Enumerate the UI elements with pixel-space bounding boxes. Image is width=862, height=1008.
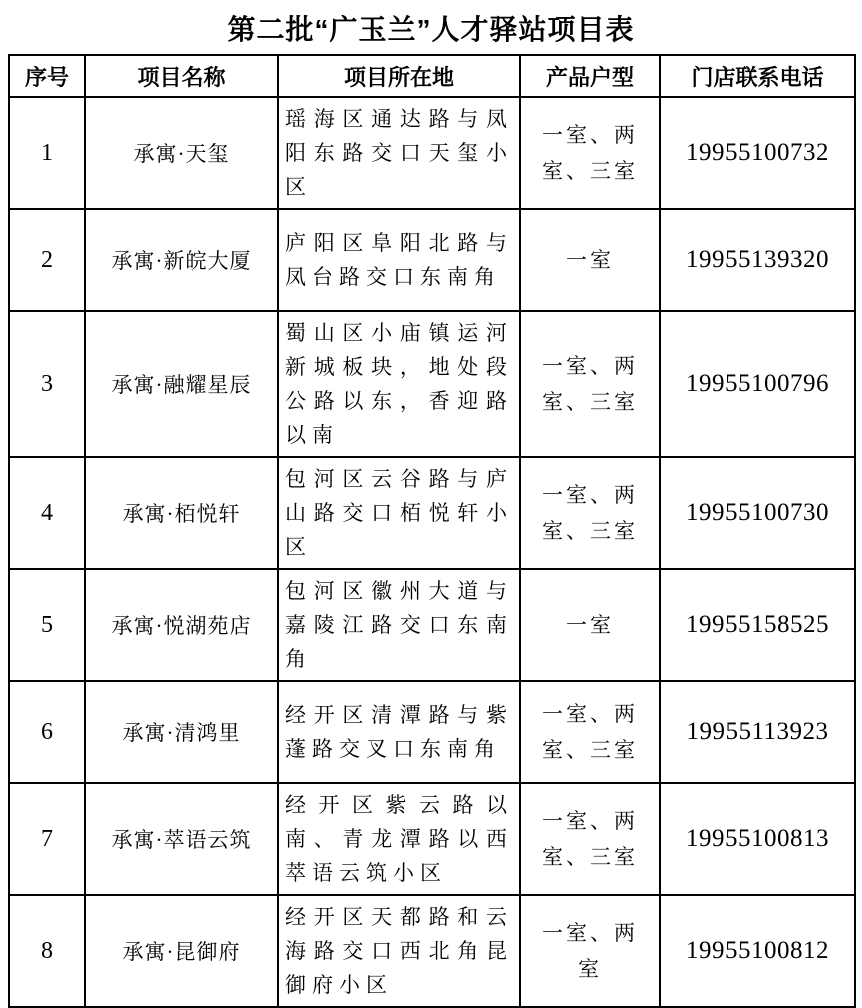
table-row [9,311,855,457]
cell-location: 包河区徽州大道与嘉陵江路交口东南角 [278,569,520,681]
cell-no: 7 [9,783,85,895]
cell-no: 4 [9,457,85,569]
cell-project-name: 承寓·萃语云筑 [85,783,278,895]
cell-project-name: 承寓·融耀星辰 [85,311,278,457]
table-row [9,895,855,1007]
table-row [9,97,855,209]
cell-no: 6 [9,681,85,783]
cell-unit-types: 一室、两室、三室 [520,97,660,209]
cell-project-name: 承寓·栢悦轩 [85,457,278,569]
cell-phone: 19955100812 [660,895,855,1007]
cell-unit-types: 一室 [520,209,660,311]
cell-no: 1 [9,97,85,209]
table-row [9,209,855,311]
table-row [9,783,855,895]
cell-location: 瑶海区通达路与凤阳东路交口天玺小区 [278,97,520,209]
cell-phone: 19955100796 [660,311,855,457]
cell-location: 蜀山区小庙镇运河新城板块，地处段公路以东，香迎路以南 [278,311,520,457]
column-header-no: 序号 [9,55,85,97]
column-header-location: 项目所在地 [278,55,520,97]
cell-unit-types: 一室、两室、三室 [520,311,660,457]
cell-unit-types: 一室、两室 [520,895,660,1007]
cell-unit-types: 一室、两室、三室 [520,457,660,569]
cell-no: 2 [9,209,85,311]
cell-phone: 19955158525 [660,569,855,681]
cell-unit-types: 一室、两室、三室 [520,783,660,895]
cell-no: 8 [9,895,85,1007]
cell-location: 经开区紫云路以南、青龙潭路以西萃语云筑小区 [278,783,520,895]
cell-project-name: 承寓·悦湖苑店 [85,569,278,681]
cell-phone: 19955100813 [660,783,855,895]
table-row [9,569,855,681]
cell-location: 包河区云谷路与庐山路交口栢悦轩小区 [278,457,520,569]
cell-phone: 19955113923 [660,681,855,783]
table-row [9,457,855,569]
cell-no: 3 [9,311,85,457]
cell-unit-types: 一室、两室、三室 [520,681,660,783]
table-row [9,681,855,783]
cell-project-name: 承寓·新皖大厦 [85,209,278,311]
project-table [8,54,856,1008]
column-header-unit-type: 产品户型 [520,55,660,97]
cell-project-name: 承寓·昆御府 [85,895,278,1007]
cell-unit-types: 一室 [520,569,660,681]
cell-phone: 19955100730 [660,457,855,569]
column-header-project-name: 项目名称 [85,55,278,97]
cell-phone: 19955100732 [660,97,855,209]
cell-project-name: 承寓·天玺 [85,97,278,209]
cell-location: 经开区清潭路与紫蓬路交叉口东南角 [278,681,520,783]
cell-location: 庐阳区阜阳北路与凤台路交口东南角 [278,209,520,311]
cell-location: 经开区天都路和云海路交口西北角昆御府小区 [278,895,520,1007]
column-header-phone: 门店联系电话 [660,55,855,97]
table-header-row [9,55,855,97]
cell-no: 5 [9,569,85,681]
page-title: 第二批“广玉兰”人才驿站项目表 [227,14,635,45]
cell-phone: 19955139320 [660,209,855,311]
cell-project-name: 承寓·清鸿里 [85,681,278,783]
